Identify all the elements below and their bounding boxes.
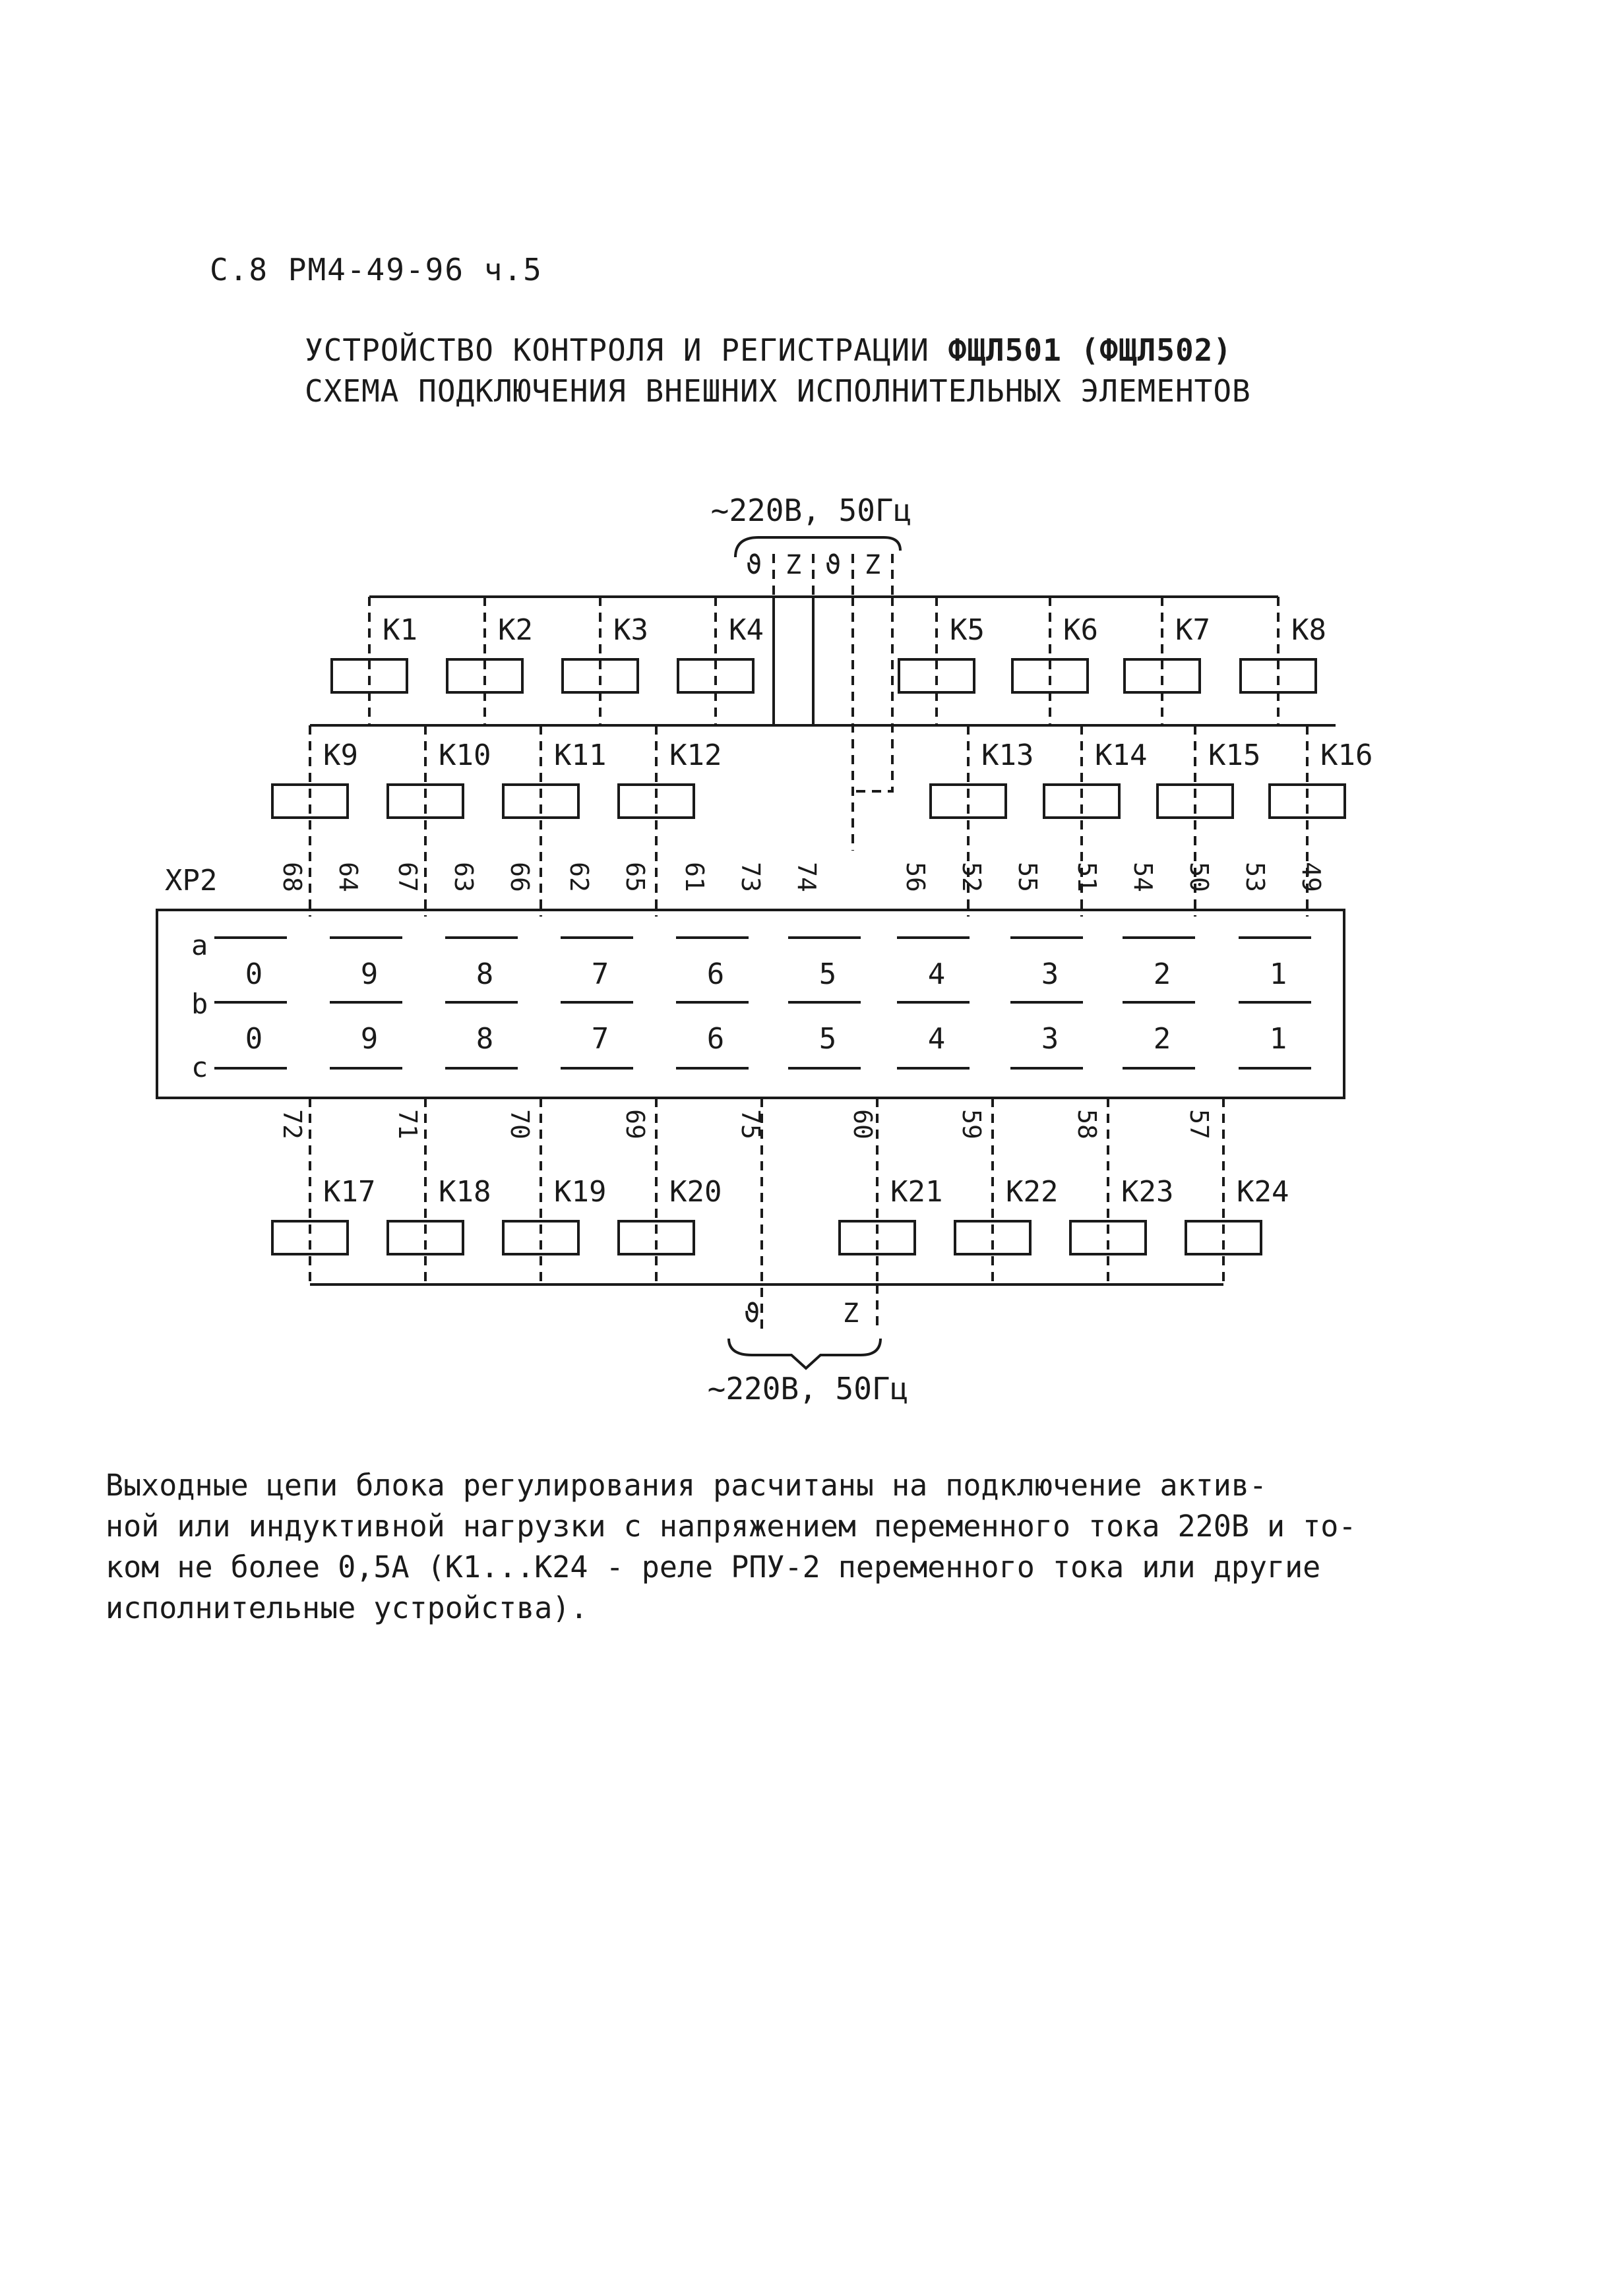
neutral-symbol-top-1: Z (785, 550, 802, 580)
pin-top-62: 62 (565, 862, 594, 892)
notes-paragraph (106, 1465, 1444, 1629)
relay-k8-label: К8 (1291, 613, 1326, 647)
relay-k11-label: К11 (554, 739, 607, 772)
pin-top-53: 53 (1241, 862, 1270, 892)
pin-bottom-60: 60 (848, 1109, 877, 1139)
relay-k18-label: К18 (439, 1175, 491, 1209)
slot-c-7: 7 (591, 1022, 609, 1056)
pin-bottom-71: 71 (393, 1109, 422, 1139)
pin-top-54: 54 (1128, 862, 1157, 892)
pin-top-73: 73 (736, 862, 765, 892)
pin-bottom-69: 69 (621, 1109, 650, 1139)
supply-brace-bottom (729, 1339, 880, 1368)
relay-k22-label: К22 (1006, 1175, 1059, 1209)
pin-top-52: 52 (957, 862, 986, 892)
pin-top-68: 68 (278, 862, 307, 892)
slot-a-7: 7 (591, 957, 609, 991)
relay-k12-label: К12 (669, 739, 722, 772)
notes-line-1: Выходные цепи блока регулирования расчитаны на подключение актив- (106, 1468, 1267, 1503)
pin-top-66: 66 (505, 862, 534, 892)
slot-a-1: 1 (1269, 957, 1287, 991)
relay-k15-label: К15 (1208, 739, 1261, 772)
phase-symbol-bottom: ϑ (743, 1298, 760, 1329)
relay-k10-label: К10 (439, 739, 491, 772)
slot-a-4: 4 (927, 957, 946, 991)
relay-k23-label: К23 (1121, 1175, 1174, 1209)
slot-a-3: 3 (1041, 957, 1059, 991)
slot-a-2: 2 (1153, 957, 1171, 991)
pin-bottom-59: 59 (957, 1109, 986, 1139)
device-code-1: ФЩЛ501 (948, 332, 1062, 368)
pin-top-55: 55 (1013, 862, 1042, 892)
title-prefix: УСТРОЙСТВО КОНТРОЛЯ И РЕГИСТРАЦИИ (305, 332, 929, 368)
row-label-c: c (191, 1051, 208, 1083)
neutral-symbol-top-2: Z (864, 550, 881, 580)
slot-c-2: 2 (1153, 1022, 1171, 1056)
relay-k24-label: К24 (1237, 1175, 1289, 1209)
relay-k17-label: К17 (323, 1175, 376, 1209)
pin-top-63: 63 (449, 862, 478, 892)
slot-a-0: 0 (245, 957, 263, 991)
slot-c-8: 8 (476, 1022, 494, 1056)
slot-a-9: 9 (360, 957, 379, 991)
slot-c-4: 4 (927, 1022, 946, 1056)
title-line-2: СХЕМА ПОДКЛЮЧЕНИЯ ВНЕШНИХ ИСПОЛНИТЕЛЬНЫХ ЭЛЕМЕНТОВ (305, 373, 1251, 409)
relay-k1-label: К1 (383, 613, 417, 647)
slot-c-9: 9 (360, 1022, 379, 1056)
notes-line-4: исполнительные устройства). (106, 1590, 588, 1625)
slot-c-5: 5 (818, 1022, 837, 1056)
relay-k2-label: К2 (498, 613, 533, 647)
pin-top-61: 61 (680, 862, 709, 892)
pin-bottom-72: 72 (278, 1109, 307, 1139)
pin-top-49: 49 (1297, 862, 1326, 892)
notes-line-2: ной или индуктивной нагрузки с напряжением переменного тока 220В и то- (106, 1509, 1357, 1544)
relay-k4-label: К4 (729, 613, 764, 647)
row-label-a: a (191, 929, 208, 961)
pin-top-74: 74 (792, 862, 821, 892)
relay-k9-label: К9 (323, 739, 358, 772)
slot-a-8: 8 (476, 957, 494, 991)
supply-label-bottom: ~220В, 50Гц (707, 1371, 909, 1406)
phase-symbol-top-1: ϑ (745, 550, 762, 580)
supply-label-top: ~220В, 50Гц (710, 493, 912, 528)
pin-bottom-57: 57 (1185, 1109, 1214, 1139)
relay-k20-label: К20 (669, 1175, 722, 1209)
bus-link-4 (851, 597, 892, 791)
pin-bottom-70: 70 (505, 1109, 534, 1139)
slot-c-0: 0 (245, 1022, 263, 1056)
pin-top-64: 64 (334, 862, 363, 892)
relay-k13-label: К13 (981, 739, 1034, 772)
connector-label: ХР2 (165, 864, 218, 897)
relay-k14-label: К14 (1095, 739, 1148, 772)
pin-top-67: 67 (393, 862, 422, 892)
pin-top-51: 51 (1072, 862, 1101, 892)
relay-k21-label: К21 (890, 1175, 943, 1209)
neutral-symbol-bottom: Z (842, 1298, 859, 1329)
pin-top-56: 56 (901, 862, 930, 892)
notes-line-3: ком не более 0,5А (К1...К24 - реле РПУ-2 переменного тока или другие (106, 1550, 1321, 1585)
pin-bottom-58: 58 (1072, 1109, 1101, 1139)
relay-k5-label: К5 (950, 613, 985, 647)
pin-top-65: 65 (621, 862, 650, 892)
slot-a-5: 5 (818, 957, 837, 991)
page-header: С.8 РМ4-49-96 ч.5 (210, 252, 543, 287)
pin-top-50: 50 (1185, 862, 1214, 892)
slot-c-1: 1 (1269, 1022, 1287, 1056)
relay-k19-label: К19 (554, 1175, 607, 1209)
relay-k7-label: К7 (1175, 613, 1210, 647)
pin-bottom-75: 75 (736, 1109, 765, 1139)
relay-k16-label: К16 (1320, 739, 1373, 772)
relay-k3-label: К3 (613, 613, 648, 647)
row-label-b: b (191, 988, 208, 1020)
slot-c-3: 3 (1041, 1022, 1059, 1056)
slot-c-6: 6 (706, 1022, 725, 1056)
device-code-2: (ФЩЛ502) (1080, 332, 1233, 368)
slot-a-6: 6 (706, 957, 725, 991)
phase-symbol-top-2: ϑ (824, 550, 842, 580)
relay-k6-label: К6 (1063, 613, 1098, 647)
